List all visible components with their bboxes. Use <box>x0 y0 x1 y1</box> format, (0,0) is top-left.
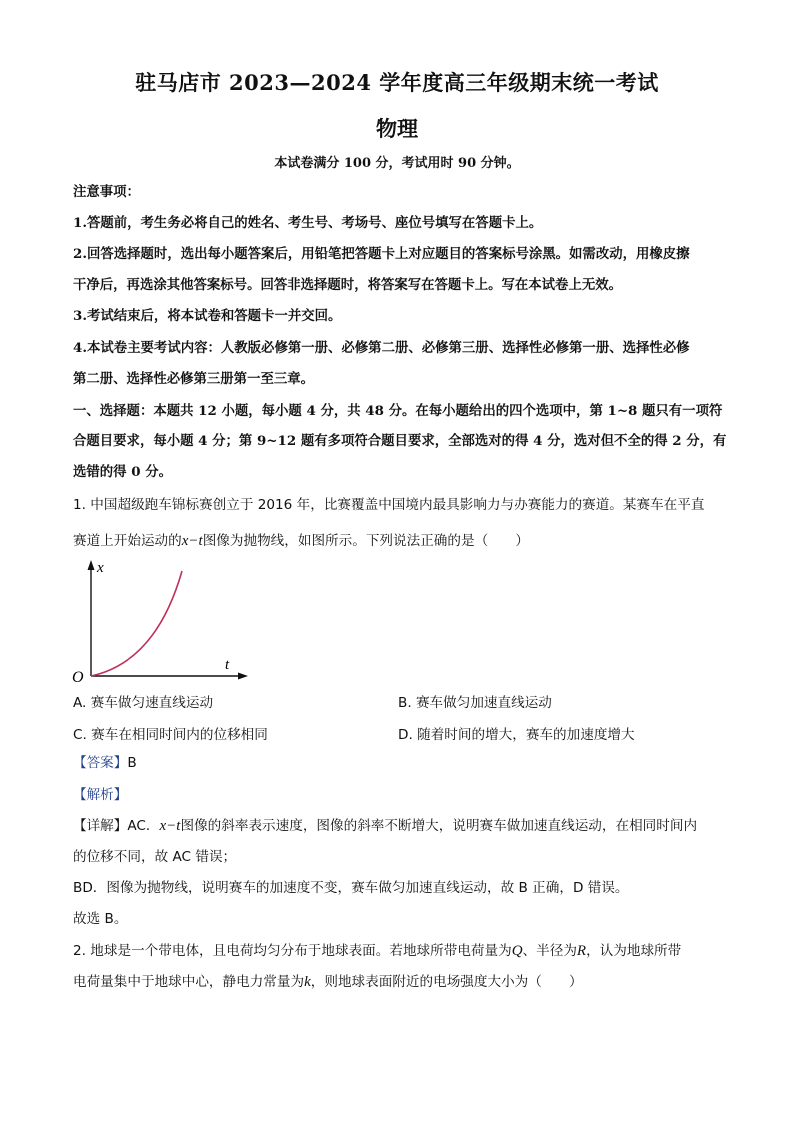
q2-text-c: ，认为地球所带 <box>586 943 682 959</box>
question-1-line-2-pre: 赛道上开始运动的 <box>73 533 182 549</box>
detail-line-1-post: 图像的斜率表示速度，图像的斜率不断增大，说明赛车做加速直线运动，在相同时间内 <box>180 818 698 834</box>
question-1-line-2-post: 图像为抛物线，如图所示。下列说法正确的是（ ） <box>202 533 529 549</box>
q2-Q-math: Q <box>511 943 523 959</box>
exam-subtitle: 本试卷满分 100 分，考试用时 90 分钟。 <box>274 156 520 171</box>
notes-heading: 注意事项： <box>73 184 140 200</box>
answer-value: B <box>127 755 137 771</box>
conclusion-line: 故选 B。 <box>73 911 128 927</box>
origin-label: O <box>72 669 84 686</box>
x-t-graph <box>68 556 248 686</box>
section-1-line-2: 合题目要求，每小题 4 分；第 9~12 题有多项符合题目要求，全部选对的得 4 分，选对但不全的得 2 分，有 <box>73 433 727 449</box>
q2-text-a: 2. 地球是一个带电体，且电荷均匀分布于地球表面。若地球所带电荷量为 <box>73 943 512 959</box>
y-axis-label: x <box>97 560 104 576</box>
question-2-line-2 <box>73 973 733 991</box>
option-a: A. 赛车做匀速直线运动 <box>73 695 214 711</box>
note-item-2-line-1: 2.回答选择题时，选出每小题答案后，用铅笔把答题卡上对应题目的答案标号涂黑。如需改动，用橡皮擦 <box>73 246 690 262</box>
x-axis-arrow <box>238 673 248 680</box>
parabola-curve <box>91 571 182 676</box>
x-t-math: x−t <box>181 533 203 549</box>
section-1-line-1: 一、选择题：本题共 12 小题，每小题 4 分，共 48 分。在每小题给出的四个选项中，第 1~8 题只有一项符 <box>73 403 723 419</box>
detail-line-1 <box>73 817 733 835</box>
note-item-2-line-2: 干净后，再选涂其他答案标号。回答非选择题时，将答案写在答题卡上。写在本试卷上无效。 <box>73 277 623 293</box>
question-1-line-2 <box>73 532 733 550</box>
x-t-math-2: x−t <box>159 818 181 834</box>
subject-title: 物理 <box>376 116 418 141</box>
detail-line-2: 的位移不同，故 AC 错误； <box>73 849 237 865</box>
answer-tag: 【答案】 <box>73 755 128 771</box>
question-2-line-1 <box>73 942 733 960</box>
section-1-line-3: 选错的得 0 分。 <box>73 464 172 480</box>
q2-text-d: 电荷量集中于地球中心，静电力常量为 <box>73 974 305 990</box>
question-1-line-1: 1. 中国超级跑车锦标赛创立于 2016 年，比赛覆盖中国境内最具影响力与办赛能力的赛道。某赛车在平直 <box>73 497 705 513</box>
answer-line <box>73 754 733 772</box>
detail-tag: 【详解】 <box>73 818 128 834</box>
exam-title: 驻马店市 2023—2024 学年度高三年级期末统一考试 <box>135 70 659 95</box>
detail-line-3: BD．图像为抛物线，说明赛车的加速度不变，赛车做匀加速直线运动，故 B 正确，D 错误。 <box>73 880 629 896</box>
note-item-3: 3.考试结束后，将本试卷和答题卡一并交回。 <box>73 308 342 324</box>
note-item-4-line-1: 4.本试卷主要考试内容：人教版必修第一册、必修第二册、必修第三册、选择性必修第一册、选择性必修 <box>73 340 690 356</box>
option-c: C. 赛车在相同时间内的位移相同 <box>73 727 268 743</box>
option-b: B. 赛车做匀加速直线运动 <box>398 695 552 711</box>
note-item-1: 1.答题前，考生务必将自己的姓名、考生号、考场号、座位号填写在答题卡上。 <box>73 215 543 231</box>
x-axis-label: t <box>225 657 230 673</box>
q2-text-e: ，则地球表面附近的电场强度大小为（ ） <box>310 974 583 990</box>
q2-k-math: k <box>304 974 311 990</box>
q2-text-b: 、半径为 <box>522 943 577 959</box>
detail-line-1-pre: AC． <box>127 818 160 834</box>
option-d: D. 随着时间的增大，赛车的加速度增大 <box>398 727 635 743</box>
analysis-tag: 【解析】 <box>73 787 128 803</box>
y-axis-arrow <box>88 560 95 570</box>
note-item-4-line-2: 第二册、选择性必修第三册第一至三章。 <box>73 371 315 387</box>
q2-R-math: R <box>576 943 587 959</box>
analysis-line <box>73 786 733 804</box>
